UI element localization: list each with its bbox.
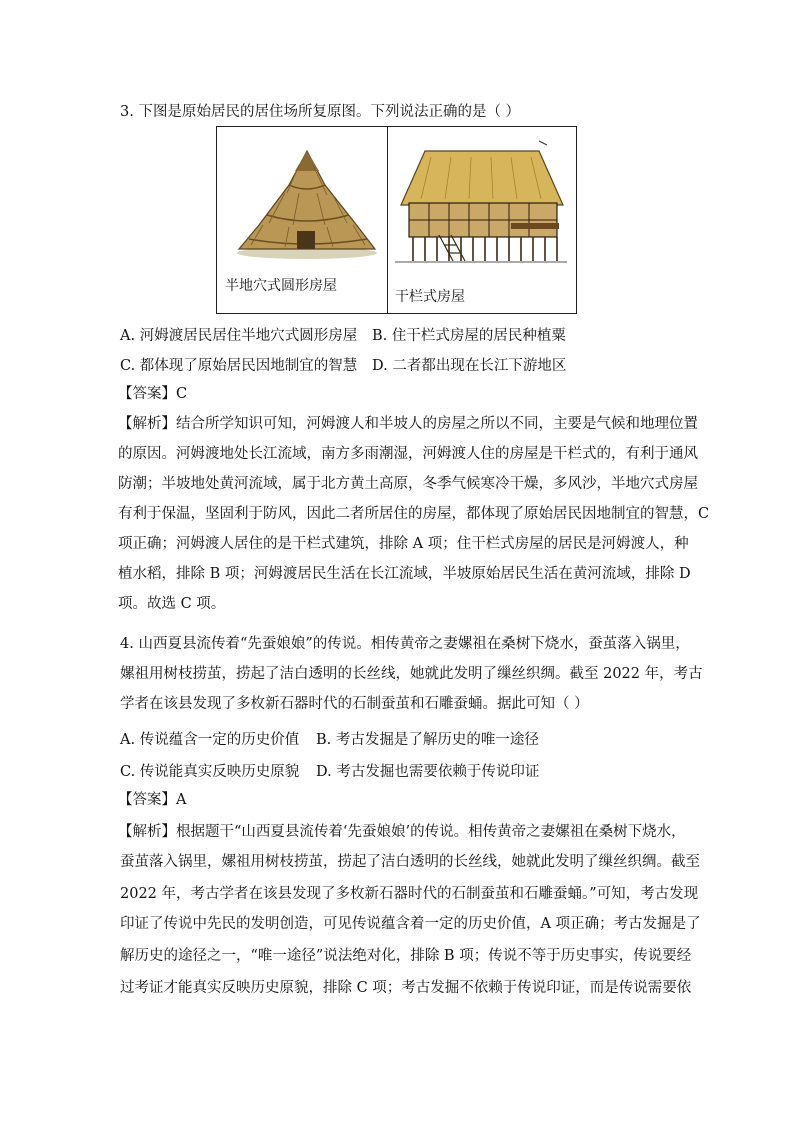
right-caption: 干栏式房屋 [395, 289, 465, 305]
q4-analysis-line: 印证了传说中先民的发明创造，可见传说蕴含着一定的历史价值，A 项正确；考古发掘是了 [120, 916, 701, 932]
stilt-house-illustration [391, 135, 571, 265]
q4-stem-line: 嫘祖用树枝捞茧，捞起了洁白透明的长丝线，她就此发明了缫丝织绸。截至 2022 年，考古 [120, 666, 703, 682]
q4-option-a: A. 传说蕴含一定的历史价值 [120, 732, 300, 748]
q3-analysis-line: 项。故选 C 项。 [118, 596, 226, 612]
q4-answer: 【答案】A [118, 792, 187, 808]
q4-option-d: D. 考古发掘也需要依赖于传说印证 [316, 764, 540, 780]
q4-stem-line: 4. 山西夏县流传着“先蚕娘娘”的传说。相传黄帝之妻嫘祖在桑树下烧水，蚕茧落入锅里， [120, 636, 690, 652]
q4-analysis-line: 解历史的途径之一，“唯一途径”说法绝对化，排除 B 项；传说不等于历史事实，传说要经 [120, 948, 692, 964]
q3-analysis-line: 【解析】结合所学知识可知，河姆渡人和半坡人的房屋之所以不同，主要是气候和地理位置 [118, 416, 698, 432]
round-hut-illustration [229, 145, 379, 265]
q3-analysis-line: 防潮；半坡地处黄河流域，属于北方黄土高原，冬季气候寒冷干燥，多风沙，半地穴式房屋 [118, 476, 698, 492]
q4-analysis-line: 【解析】根据题干“山西夏县流传着‘先蚕娘娘’的传说。相传黄帝之妻嫘祖在桑树下烧水， [118, 824, 686, 840]
q4-option-c: C. 传说能真实反映历史原貌 [120, 764, 300, 780]
q4-stem-line: 学者在该县发现了多枚新石器时代的石制蚕茧和石雕蚕蛹。据此可知（ ） [120, 696, 589, 712]
q4-analysis-line: 2022 年，考古学者在该县发现了多枚新石器时代的石制蚕茧和石雕蚕蛹。”可知，考古发现 [120, 886, 699, 902]
q4-analysis-line: 过考证才能真实反映历史原貌，排除 C 项；考古发掘不依赖于传说印证，而是传说需要依 [120, 980, 692, 996]
q3-analysis-line: 植水稻，排除 B 项；河姆渡居民生活在长江流域，半坡原始居民生活在黄河流域，排除 D [118, 566, 691, 582]
left-caption: 半地穴式圆形房屋 [225, 278, 337, 294]
q3-option-a: A. 河姆渡居民居住半地穴式圆形房屋 [120, 328, 358, 344]
semi-subterranean-house-panel [217, 127, 388, 313]
q4-option-b: B. 考古发掘是了解历史的唯一途径 [316, 732, 539, 748]
q3-figure [216, 126, 577, 314]
q3-analysis-line: 的原因。河姆渡地处长江流域，南方多雨潮湿，河姆渡人住的房屋是干栏式的，有利于通风 [118, 446, 698, 462]
q3-stem: 3. 下图是原始居民的居住场所复原图。下列说法正确的是（ ） [120, 104, 521, 120]
q3-answer: 【答案】C [118, 386, 188, 402]
q3-option-d: D. 二者都出现在长江下游地区 [372, 358, 567, 374]
q3-option-c: C. 都体现了原始居民因地制宜的智慧 [120, 358, 358, 374]
q3-analysis-line: 项正确；河姆渡人居住的是干栏式建筑，排除 A 项；住干栏式房屋的居民是河姆渡人，种 [118, 536, 689, 552]
q3-option-b: B. 住干栏式房屋的居民种植粟 [372, 328, 566, 344]
q3-analysis-line: 有利于保温，坚固利于防风，因此二者所居住的房屋，都体现了原始居民因地制宜的智慧，C [118, 506, 710, 522]
stilt-house-panel [387, 127, 576, 313]
q4-analysis-line: 蚕茧落入锅里，嫘祖用树枝捞茧，捞起了洁白透明的长丝线，她就此发明了缫丝织绸。截至 [120, 854, 700, 870]
